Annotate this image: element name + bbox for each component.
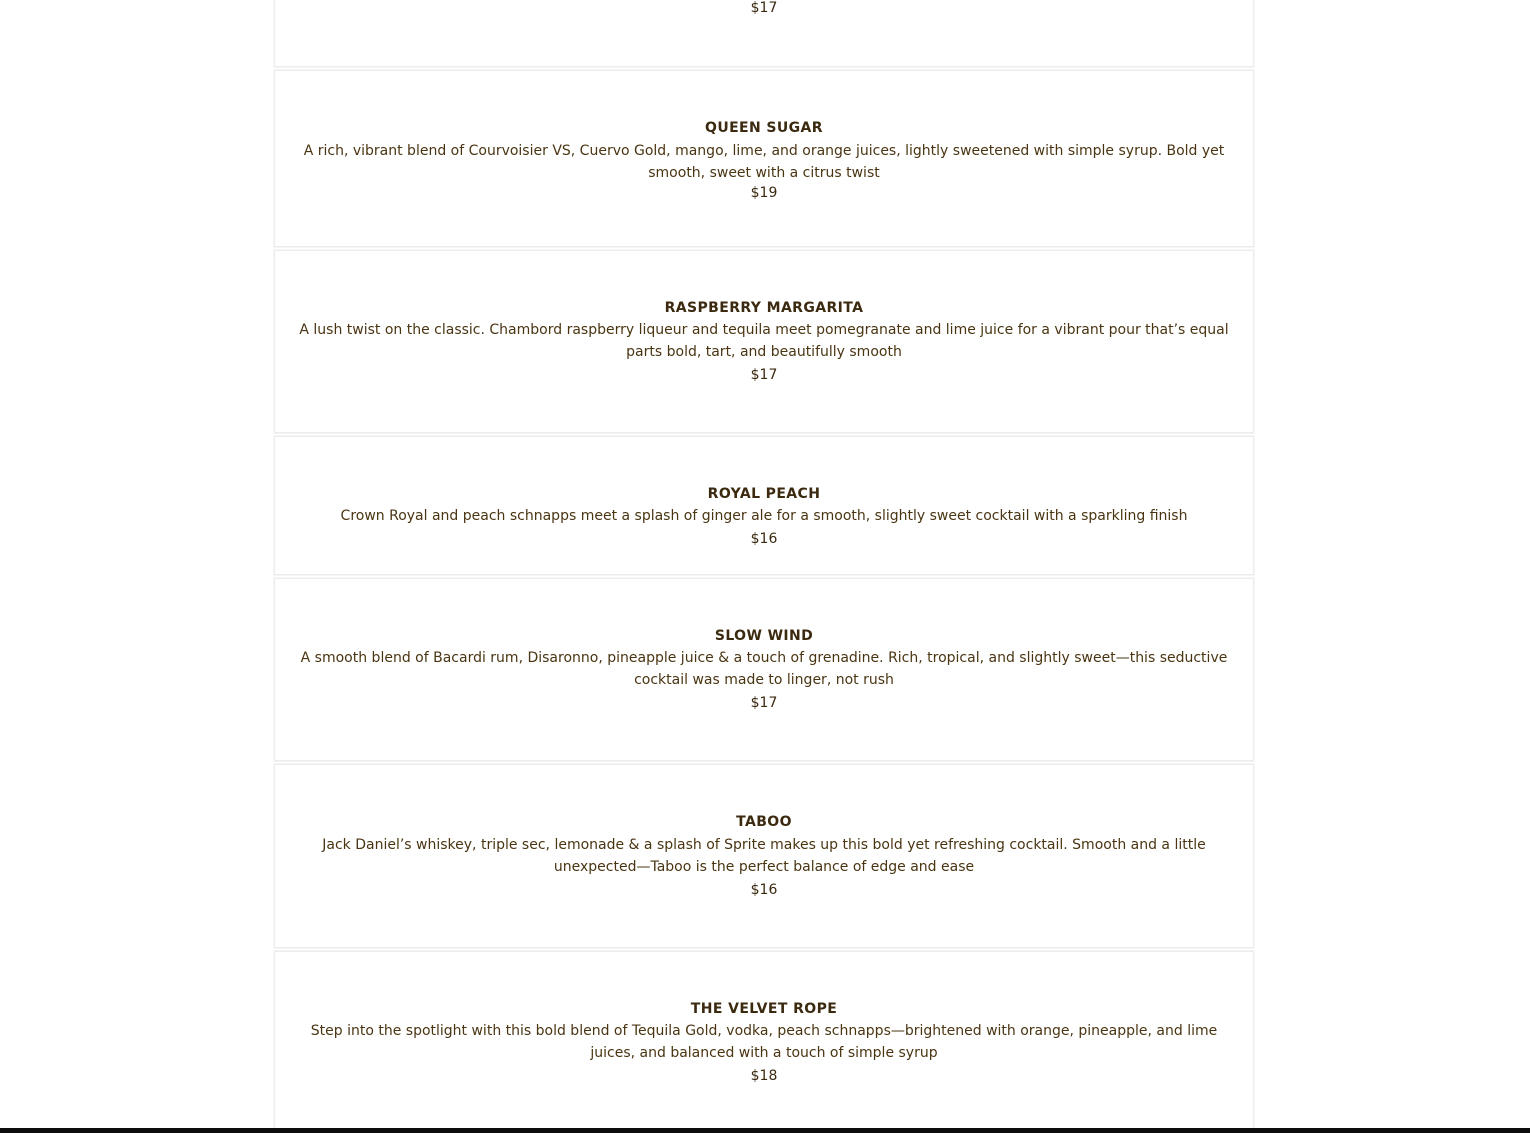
- menu-item-card: [274, 578, 1254, 761]
- item-name: RASPBERRY MARGARITA: [664, 300, 864, 316]
- item-name: ROYAL PEACH: [707, 486, 821, 502]
- menu-item-card: [274, 436, 1254, 575]
- bottom-bar: [0, 1128, 1530, 1133]
- menu-item-card: [274, 70, 1254, 247]
- item-name: THE VELVET ROPE: [690, 1001, 838, 1017]
- item-price: $16: [750, 531, 778, 547]
- item-name: TABOO: [736, 814, 792, 830]
- item-price: $17: [750, 0, 778, 16]
- menu-item-card: [274, 764, 1254, 948]
- item-description: A smooth blend of Bacardi rum, Disaronno, pineapple juice & a touch of grenadine. Rich, tropical, and slightly sweet—this seductive cocktail was made to linger, not rush: [300, 650, 1228, 688]
- item-description: Jack Daniel’s whiskey, triple sec, lemonade & a splash of Sprite makes up this bold yet refreshing cocktail. Smooth and a little unexpected—Taboo is the perfect balance of edge and ease: [322, 837, 1206, 875]
- menu-item-card: [274, 250, 1254, 433]
- item-description: Step into the spotlight with this bold blend of Tequila Gold, vodka, peach schnapps—brightened with orange, pineapple, and lime juices, and balanced with a touch of simple syrup: [310, 1023, 1218, 1061]
- item-price: $17: [750, 367, 778, 383]
- item-description: A rich, vibrant blend of Courvoisier VS, Cuervo Gold, mango, lime, and orange juices, lightly sweetened with simple syrup. Bold yet smooth, sweet with a citrus twist: [303, 143, 1225, 181]
- item-price: $19: [750, 185, 778, 201]
- item-description: Crown Royal and peach schnapps meet a splash of ginger ale for a smooth, slightly sweet cocktail with a sparkling finish: [340, 508, 1188, 524]
- item-description: A lush twist on the classic. Chambord raspberry liqueur and tequila meet pomegranate and lime juice for a vibrant pour that’s equal parts bold, tart, and beautifully smooth: [299, 322, 1229, 360]
- item-name: QUEEN SUGAR: [705, 120, 823, 136]
- menu-item-card: [274, 951, 1254, 1133]
- item-price: $17: [750, 695, 778, 711]
- item-price: $16: [750, 882, 778, 898]
- item-name: SLOW WIND: [714, 628, 814, 644]
- menu-item-card: [274, 0, 1254, 67]
- item-price: $18: [750, 1068, 778, 1084]
